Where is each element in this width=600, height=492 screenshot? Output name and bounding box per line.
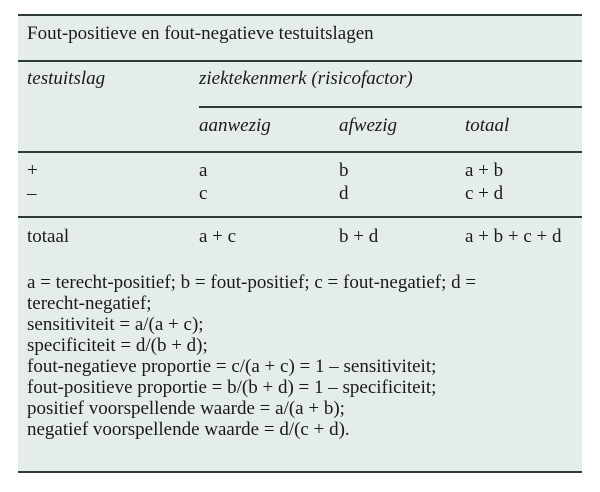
footnote-line: negatief voorspellende waarde = d/(c + d). — [27, 419, 350, 440]
column-header-aanwezig: aanwezig — [199, 115, 271, 136]
cell: a + c — [199, 226, 237, 247]
cell: b — [339, 160, 349, 181]
rule-under-title — [18, 60, 582, 62]
footnotes — [27, 272, 577, 440]
footnote-line: specificiteit = d/(b + d); — [27, 335, 208, 356]
cell: d — [339, 183, 349, 204]
header-row-label: testuitslag — [27, 68, 106, 89]
row-label-negative: – — [27, 183, 37, 204]
table-panel — [18, 14, 582, 473]
footnote-line: fout-positieve proportie = b/(b + d) = 1 – specificiteit; — [27, 377, 437, 398]
column-header-totaal: totaal — [465, 115, 510, 136]
footnote-line: fout-negatieve proportie = c/(a + c) = 1 – sensitiviteit; — [27, 356, 437, 377]
cell: a + b — [465, 160, 504, 181]
column-header-afwezig: afwezig — [339, 115, 398, 136]
row-label-positive: + — [27, 160, 38, 181]
cell: b + d — [339, 226, 379, 247]
cell: a + b + c + d — [465, 226, 562, 247]
cell: a — [199, 160, 208, 181]
total-row-label: totaal — [27, 226, 70, 247]
cell: c — [199, 183, 208, 204]
table-title: Fout-positieve en fout-negatieve testuitslagen — [27, 23, 374, 44]
cell: c + d — [465, 183, 504, 204]
rule-under-group-label — [199, 106, 582, 108]
rule-under-header — [18, 151, 582, 153]
footnote-line: positief voorspellende waarde = a/(a + b); — [27, 398, 345, 419]
rule-above-total — [18, 216, 582, 218]
footnote-line: sensitiviteit = a/(a + c); — [27, 314, 204, 335]
header-group-label: ziektekenmerk (risicofactor) — [199, 68, 413, 89]
footnote-line: terecht-negatief; — [27, 293, 152, 314]
footnote-line: a = terecht-positief; b = fout-positief; c = fout-negatief; d = — [27, 272, 477, 293]
